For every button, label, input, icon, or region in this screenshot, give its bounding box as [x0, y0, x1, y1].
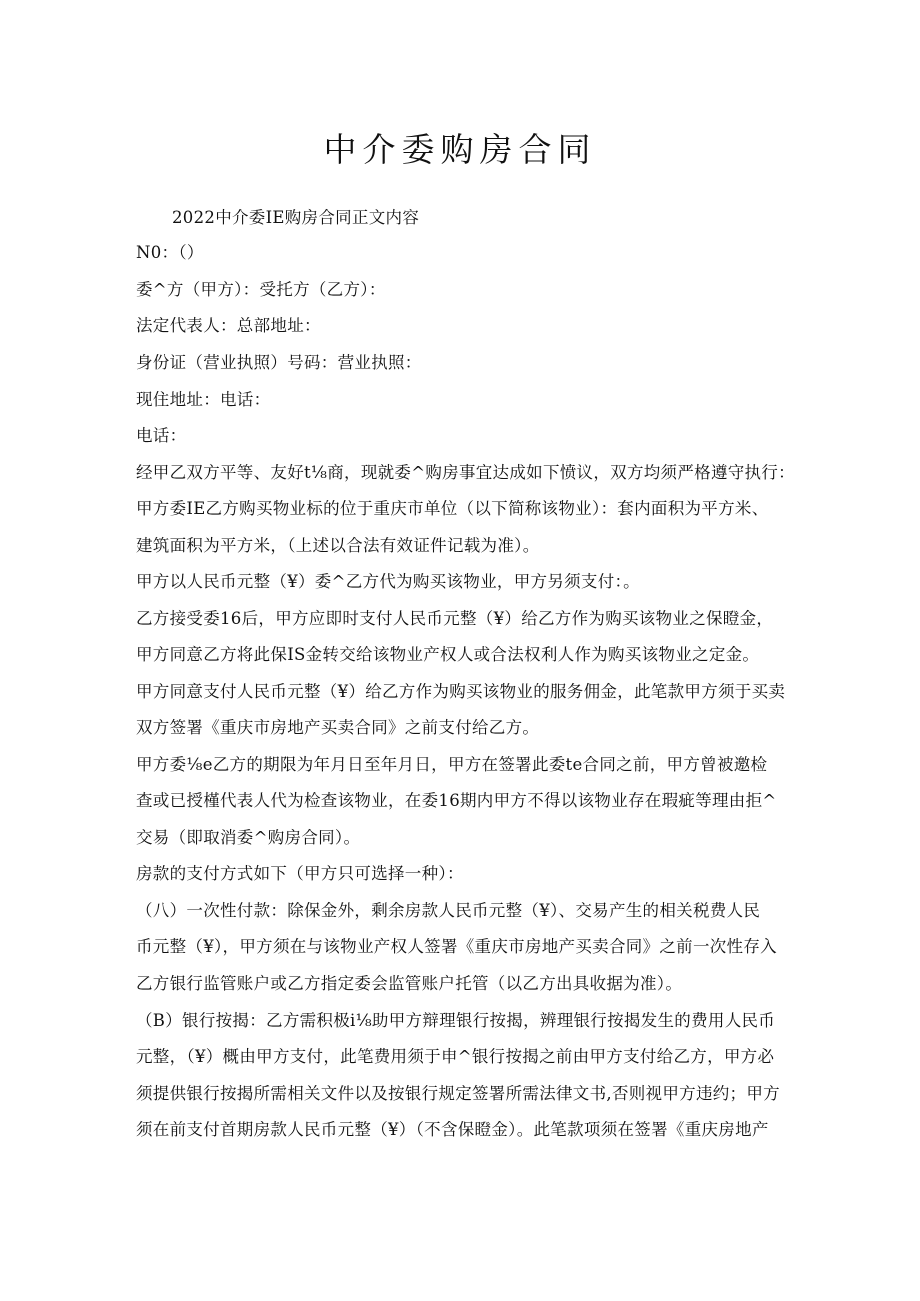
- body-line: 交易（即取消委^购房合同）。: [136, 828, 361, 847]
- body-line: （八）一次性付款：除保金外，剩余房款人民币元整（¥）、交易产生的相关税费人民: [136, 901, 761, 920]
- legal-rep-line: 法定代表人：总部地址：: [136, 316, 321, 335]
- body-line: 乙方银行监管账户或乙方指定委会监管账户托管（以乙方出具收据为准）。: [136, 974, 683, 993]
- phone-line: 电话：: [136, 426, 187, 445]
- body-line: 经甲乙双方平等、友好t⅛商，现就委^购房事宜达成如下愤议，双方均须严格遵守执行：: [136, 463, 795, 482]
- body-line: 双方签署《重庆市房地产买卖合同》之前支付给乙方。: [136, 718, 540, 737]
- body-line: 乙方接受委16后，甲方应即时支付人民币元整（¥）给乙方作为购买该物业之保瞪金，: [136, 609, 774, 628]
- contract-number-line: N0：（）: [136, 243, 204, 262]
- body-line: 元整，（¥）概由甲方支付，此笔费用须于申^银行按揭之前由甲方支付给乙方，甲方必: [136, 1047, 775, 1066]
- body-line: 建筑面积为平方米，（上述以合法有效证件记载为准）。: [136, 536, 540, 555]
- body-line: 须提供银行按揭所需相关文件以及按银行规定签署所需法律文书,否则视甲方违约；甲方: [136, 1084, 780, 1103]
- body-line: 币元整（¥），甲方须在与该物业产权人签署《重庆市房地产买卖合同》之前一次性存入: [136, 937, 777, 956]
- parties-line: 委^方（甲方）：受托方（乙方）：: [136, 280, 386, 299]
- subtitle-line: 2022中介委IE购房合同正文内容: [172, 208, 420, 227]
- id-number-line: 身份证（营业执照）号码：营业执照：: [136, 353, 422, 372]
- body-line: 甲方以人民币元整（¥）委^乙方代为购买该物业，甲方另须支付：。: [136, 572, 640, 591]
- body-line: 房款的支付方式如下（甲方只可选择一种）：: [136, 864, 464, 883]
- body-line: 甲方委⅛e乙方的期限为年月日至年月日，甲方在签署此委te合同之前，甲方曾被邀检: [136, 755, 768, 774]
- body-line: 查或已授槿代表人代为检查该物业，在委16期内甲方不得以该物业存在瑕疵等理由拒^: [136, 791, 777, 810]
- document-title: 中介委购房合同: [323, 130, 597, 169]
- body-line: （B）银行按揭：乙方需积极i⅛助甲方辩理银行按揭，辨理银行按揭发生的费用人民币: [136, 1011, 776, 1030]
- body-line: 须在前支付首期房款人民币元整（¥）（不含保瞪金）。此笔款项须在签署《重庆房地产: [136, 1120, 769, 1139]
- body-line: 甲方同意乙方将此保IS金转交给该物业产权人或合法权利人作为购买该物业之定金。: [136, 645, 760, 664]
- body-line: 甲方委IE乙方购买物业标的位于重庆市单位（以下简称该物业）：套内面积为平方米、: [136, 499, 769, 518]
- address-line: 现住地址：电话：: [136, 390, 271, 409]
- body-line: 甲方同意支付人民币元整（¥）给乙方作为购买该物业的服务佣金，此笔款甲方须于买卖: [136, 682, 786, 701]
